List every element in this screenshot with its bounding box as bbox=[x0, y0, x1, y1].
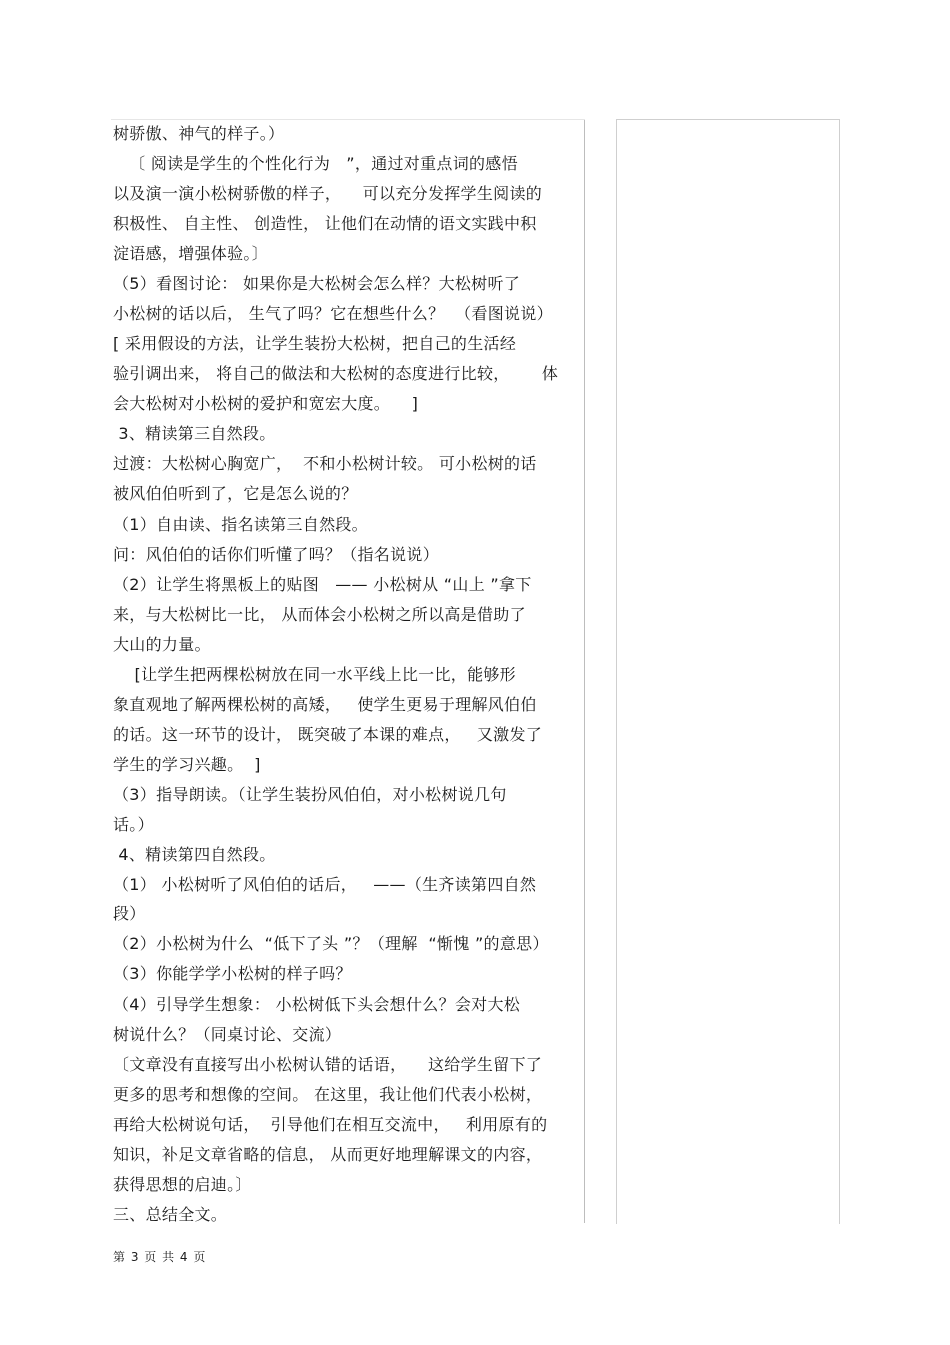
text-line: 过渡：大松树心胸宽广， 不和小松树计较。 可小松树的话 bbox=[113, 454, 537, 473]
section-heading: 三、总结全文。 bbox=[113, 1205, 228, 1224]
text-line: 验引调出来， 将自己的做法和大松树的态度进行比较， 体 bbox=[113, 364, 559, 383]
text-line: 会大松树对小松树的爱护和宽宏大度。 ] bbox=[113, 394, 419, 413]
text-line: （1） 小松树听了风伯伯的话后， ——（生齐读第四自然 bbox=[113, 875, 537, 894]
section-heading: 4、精读第四自然段。 bbox=[113, 845, 276, 864]
text-line: 以及演一演小松树骄傲的样子， 可以充分发挥学生阅读的 bbox=[113, 184, 543, 203]
text-line: [ 采用假设的方法，让学生装扮大松树，把自己的生活经 bbox=[113, 334, 517, 353]
text-line: 知识，补足文章省略的信息， 从而更好地理解课文的内容， bbox=[113, 1145, 543, 1164]
text-line: 树骄傲、神气的样子。） bbox=[113, 124, 285, 143]
page-footer: 第 3 页 共 4 页 bbox=[113, 1250, 207, 1264]
text-line: 再给大松树说句话， 引导他们在相互交流中， 利用原有的 bbox=[113, 1115, 548, 1134]
text-line: 获得思想的启迪。〕 bbox=[113, 1175, 252, 1194]
text-line: （1）自由读、指名读第三自然段。 bbox=[113, 515, 368, 534]
text-line: 〔 阅读是学生的个性化行为 ”，通过对重点词的感悟 bbox=[113, 154, 518, 173]
text-line: 小松树的话以后， 生气了吗？它在想些什么？ （看图说说） bbox=[113, 304, 553, 323]
text-line: 淀语感，增强体验。〕 bbox=[113, 244, 269, 263]
text-line: 问：风伯伯的话你们听懂了吗？（指名说说） bbox=[113, 545, 440, 564]
text-line: 学生的学习兴趣。 ] bbox=[113, 755, 261, 774]
section-heading: 3、精读第三自然段。 bbox=[113, 424, 276, 443]
text-line: 更多的思考和想像的空间。 在这里，我让他们代表小松树， bbox=[113, 1085, 543, 1104]
text-line: （3）你能学学小松树的样子吗？ bbox=[113, 964, 352, 983]
text-line: 被风伯伯听到了，它是怎么说的？ bbox=[113, 484, 358, 503]
text-line: （2）小松树为什么 “低下了头 ”？（理解 “惭愧 ”的意思） bbox=[113, 934, 549, 953]
text-line: 象直观地了解两棵松树的高矮， 使学生更易于理解风伯伯 bbox=[113, 695, 537, 714]
text-line: 来，与大松树比一比， 从而体会小松树之所以高是借助了 bbox=[113, 605, 526, 624]
text-line: （5）看图讨论： 如果你是大松树会怎么样？大松树听了 bbox=[113, 274, 521, 293]
text-line: （3）指导朗读。（让学生装扮风伯伯，对小松树说几句 bbox=[113, 785, 507, 804]
text-line: （2）让学生将黑板上的贴图 —— 小松树从 “山上 ”拿下 bbox=[113, 575, 532, 594]
text-line: 的话。这一环节的设计， 既突破了本课的难点， 又激发了 bbox=[113, 725, 543, 744]
text-line: 〔文章没有直接写出小松树认错的话语， 这给学生留下了 bbox=[113, 1055, 543, 1074]
text-line: （4）引导学生想象： 小松树低下头会想什么？会对大松 bbox=[113, 995, 521, 1014]
text-line: 段） bbox=[113, 904, 146, 923]
text-line: 树说什么？（同桌讨论、交流） bbox=[113, 1025, 342, 1044]
text-line: 话。） bbox=[113, 815, 154, 834]
text-line: 积极性、 自主性、 创造性， 让他们在动情的语文实践中积 bbox=[113, 214, 537, 233]
right-column bbox=[616, 119, 840, 1224]
text-line: [让学生把两棵松树放在同一水平线上比一比，能够形 bbox=[113, 665, 516, 684]
text-line: 大山的力量。 bbox=[113, 635, 211, 654]
